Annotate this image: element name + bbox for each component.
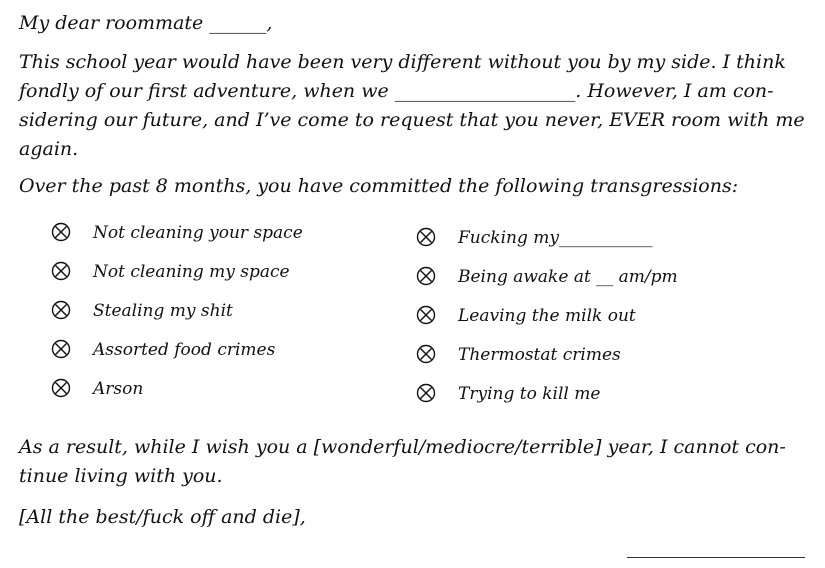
circled-x-icon [51,222,71,242]
transgression-text: Thermostat crimes [458,345,621,365]
transgression-text: Trying to kill me [458,384,601,404]
signature-line [627,557,805,558]
paragraph-1-line: sidering our future, and I’ve come to request that you never, EVER room with me [19,109,805,131]
circled-x-icon [416,344,436,364]
transgression-text: Not cleaning your space [93,223,303,243]
transgressions-list-left [51,221,381,411]
transgression-text: Being awake at __ am/pm [458,267,678,287]
conclusion-line: tinue living with you. [19,465,223,487]
transgression-text: Arson [93,379,144,399]
circled-x-icon [416,227,436,247]
paragraph-1-line: again. [19,138,79,160]
paragraph-1-line: This school year would have been very different without you by my side. I think [19,51,786,73]
circled-x-icon [51,378,71,398]
transgressions-list-right [416,226,746,416]
greeting: My dear roommate ______, [19,12,273,34]
circled-x-icon [416,266,436,286]
paragraph-1-line: fondly of our first adventure, when we ___________________. However, I am con- [19,80,774,102]
conclusion-paragraph [19,433,809,491]
transgressions-intro: Over the past 8 months, you have committed the following transgressions: [19,175,739,197]
circled-x-icon [51,300,71,320]
conclusion-line: As a result, while I wish you a [wonderful/mediocre/terrible] year, I cannot con- [19,436,786,458]
circled-x-icon [416,383,436,403]
transgression-text: Assorted food crimes [93,340,276,360]
circled-x-icon [51,339,71,359]
transgression-text: Leaving the milk out [458,306,636,326]
transgression-text: Stealing my shit [93,301,233,321]
closing: [All the best/fuck off and die], [19,506,306,528]
circled-x-icon [416,305,436,325]
paragraph-1 [19,48,809,164]
transgression-text: Fucking my___________ [458,228,653,248]
circled-x-icon [51,261,71,281]
transgression-text: Not cleaning my space [93,262,290,282]
